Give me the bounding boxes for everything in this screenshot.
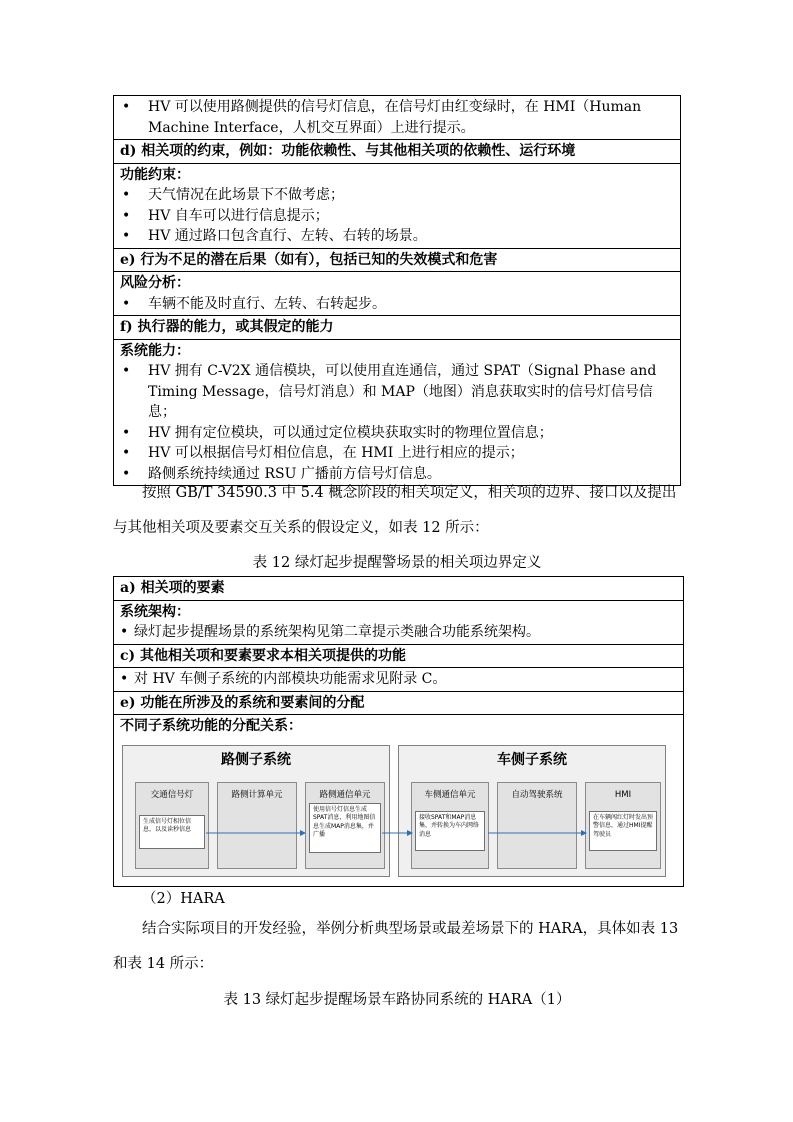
list-item: • 对 HV 车侧子系统的内部模块功能需求见附录 C。 [120, 669, 678, 690]
section-header-a: a) 相关项的要素 [114, 577, 684, 601]
table-row [114, 163, 681, 248]
unit-note: 生成信号灯相位信息，以及读秒信息 [139, 815, 205, 849]
body-paragraph: 按照 GB/T 34590.3 中 5.4 概念阶段的相关项定义，相关项的边界、接口以及提出与其他相关项及要素交互关系的假设定义，如表 12 所示： [113, 485, 677, 536]
list-item: • 车辆不能及时直行、左转、右转起步。 [120, 294, 675, 315]
section-header-c: c) 其他相关项和要素要求本相关项提供的功能 [114, 644, 684, 668]
unit-title: 自动驾驶系统 [511, 789, 563, 800]
list-item: • 天气情况在此场景下不做考虑； [120, 185, 675, 206]
unit-note: 接收SPAT和MAP消息集，并转换为车内网络消息 [415, 811, 485, 851]
section-header-d: d) 相关项的约束，例如：功能依赖性、与其他相关项的依赖性、运行环境 [114, 140, 681, 164]
section-header-f: f) 执行器的能力，或其假定的能力 [114, 316, 681, 340]
list-item: • HV 可以根据信号灯相位信息，在 HMI 上进行相应的提示； [120, 443, 675, 464]
unit-title: 路侧计算单元 [231, 789, 283, 800]
subheading: 风险分析： [120, 275, 190, 291]
table-row [114, 668, 684, 692]
unit-note: 使用信号灯信息生成SPAT消息，利用地图信息生成MAP消息集，并广播 [309, 803, 381, 853]
unit-title: 车侧通信单元 [424, 789, 476, 800]
subsystem-title: 车侧子系统 [497, 751, 567, 768]
flow-arrows [122, 745, 678, 885]
hara-heading: （2）HARA [142, 891, 225, 907]
list-item: • 绿灯起步提醒场景的系统架构见第二章提示类融合功能系统架构。 [120, 622, 678, 643]
subheading: 系统能力： [120, 342, 190, 359]
table-row [114, 715, 684, 887]
list-item: • HV 通过路口包含直行、左转、右转的场景。 [120, 226, 675, 247]
subheading: 功能约束： [120, 166, 190, 183]
subsystem-title: 路侧子系统 [221, 751, 291, 768]
section-header-e2: e) 功能在所涉及的系统和要素间的分配 [114, 691, 684, 715]
list-item: • HV 可以使用路侧提供的信号灯信息，在信号灯由红变绿时，在 HMI（Human Machine Interface，人机交互界面）上进行提示。 [120, 97, 675, 138]
list-item: • 路侧系统持续通过 RSU 广播前方信号灯信息。 [120, 464, 675, 485]
unit-note: 在车辆闯红灯时发出预警信息，通过HMI提醒驾驶员 [589, 811, 657, 851]
table-caption: 表 13 绿灯起步提醒场景车路协同系统的 HARA（1） [223, 992, 571, 1008]
list-item: • HV 拥有 C-V2X 通信模块，可以使用直连通信，通过 SPAT（Signal Phase and Timing Message，信号灯消息）和 MAP（地图）消息获取实时的信号灯信号信息； [120, 361, 675, 423]
table-row [114, 96, 681, 140]
body-paragraph: 结合实际项目的开发经验，举例分析典型场景或最差场景下的 HARA，具体如表 13 和表 14 所示： [113, 921, 679, 972]
list-item: • HV 自车可以进行信息提示； [120, 206, 675, 227]
table-caption: 表 12 绿灯起步提醒警场景的相关项边界定义 [252, 555, 542, 571]
system-architecture-diagram [122, 745, 678, 885]
table-row [114, 272, 681, 316]
list-item: • HV 拥有定位模块，可以通过定位模块获取实时的物理位置信息； [120, 423, 675, 444]
subheading: 不同子系统功能的分配关系： [120, 718, 302, 734]
unit-title: HMI [614, 789, 632, 800]
table-row [114, 339, 681, 486]
item-definition-table [113, 95, 681, 486]
table-row [114, 600, 684, 644]
item-boundary-table [113, 576, 684, 887]
unit-title: 交通信号灯 [150, 789, 194, 800]
section-header-e: e) 行为不足的潜在后果（如有），包括已知的失效模式和危害 [114, 248, 681, 272]
unit-title: 路侧通信单元 [319, 789, 371, 800]
subheading: 系统架构： [120, 603, 190, 620]
